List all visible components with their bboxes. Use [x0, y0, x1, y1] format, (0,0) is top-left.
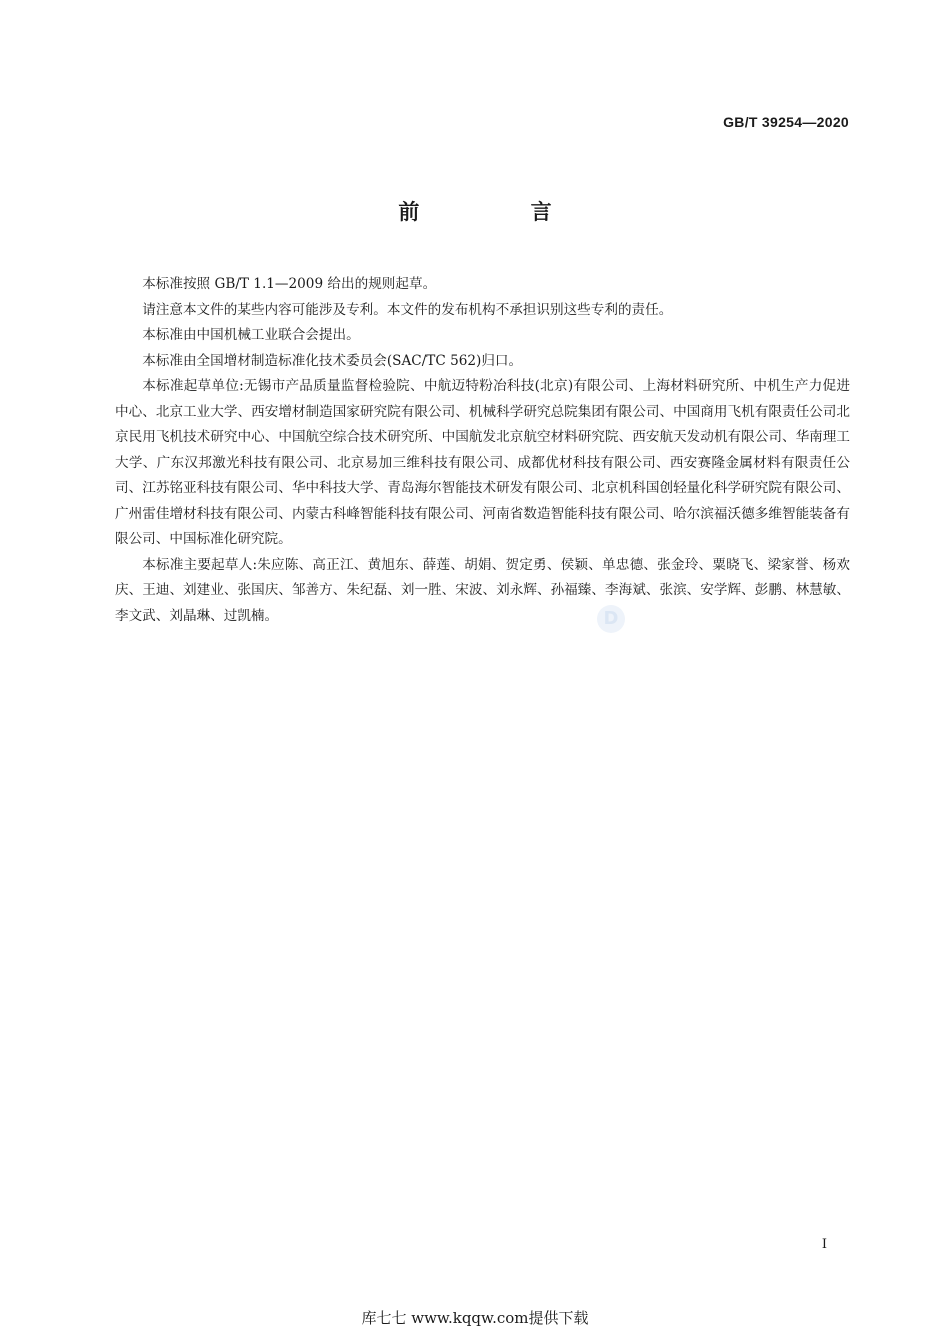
paragraph-drafters: 本标准主要起草人:朱应陈、高正江、黄旭东、薛莲、胡娟、贺定勇、侯颖、单忠德、张金玲、粟晓飞、梁家誉、杨欢庆、王迪、刘建业、张国庆、邹善方、朱纪磊、刘一胜、宋波、刘永辉、孙福臻、李海斌、张滨、安学辉、彭鹏、林慧敏、李文武、刘晶琳、过凯楠。: [115, 556, 850, 624]
standard-number: GB/T 39254—2020: [723, 114, 849, 130]
paragraph-drafting-units: 本标准起草单位:无锡市产品质量监督检验院、中航迈特粉冶科技(北京)有限公司、上海材料研究所、中机生产力促进中心、北京工业大学、西安增材制造国家研究院有限公司、机械科学研究总院集团有限公司、中国商用飞机有限责任公司北京民用飞机技术研究中心、中国航空综合技术研究所、中国航发北京航空材料研究院、西安航天发动机有限公司、华南理工大学、广东汉邦激光科技有限公司、北京易加三维科技有限公司、成都优材科技有限公司、西安赛隆金属材料有限责任公司、江苏铭亚科技有限公司、华中科技大学、青岛海尔智能技术研发有限公司、北京机科国创轻量化科学研究院有限公司、广州雷佳增材科技有限公司、内蒙古科峰智能科技有限公司、河南省数造智能科技有限公司、哈尔滨福沃德多维智能装备有限公司、中国标准化研究院。: [115, 378, 850, 547]
page-number: I: [821, 1237, 827, 1252]
paragraph-committee: 本标准由全国增材制造标准化技术委员会(SAC/TC 562)归口。: [142, 352, 523, 369]
paragraph-drafting-rules: 本标准按照 GB/T 1.1—2009 给出的规则起草。: [142, 276, 437, 292]
download-footer: 库七七 www.kqqw.com提供下载: [361, 1309, 589, 1327]
paragraph-patent-notice: 请注意本文件的某些内容可能涉及专利。本文件的发布机构不承担识别这些专利的责任。: [142, 301, 673, 318]
paragraph-proposer: 本标准由中国机械工业联合会提出。: [142, 327, 360, 343]
page-title: 前 言: [398, 200, 604, 224]
watermark-logo: D: [597, 605, 625, 633]
foreword-body: [115, 272, 850, 629]
